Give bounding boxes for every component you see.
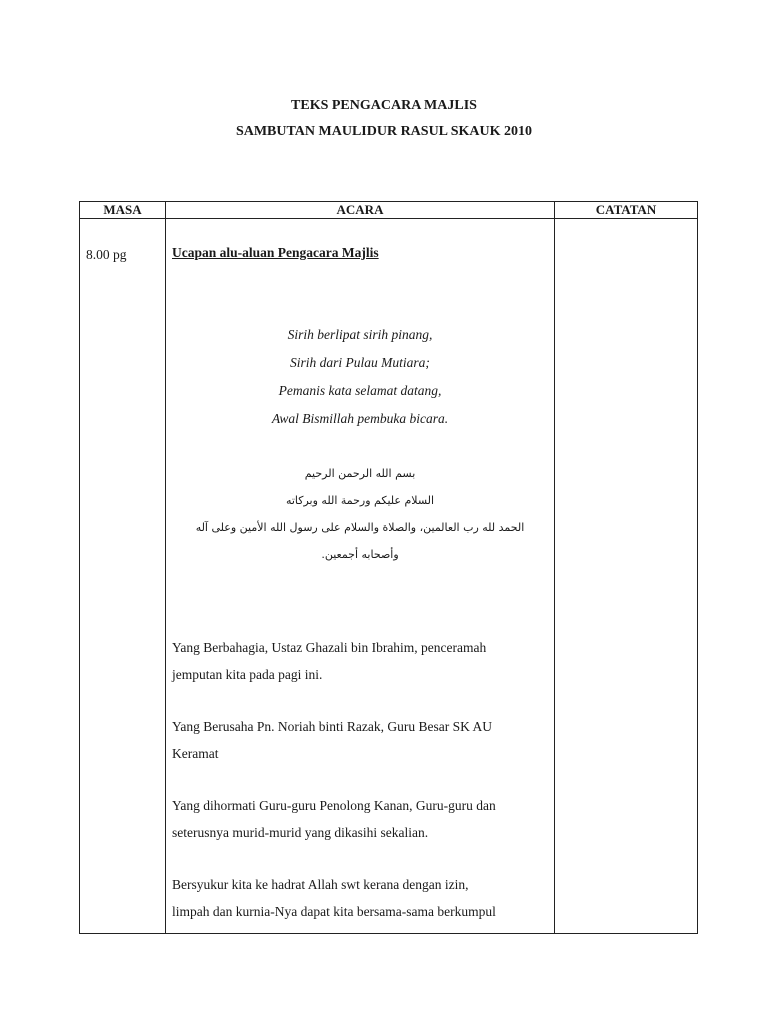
- paragraph-line: seterusnya murid-murid yang dikasihi sekalian.: [172, 825, 429, 840]
- pantun-line: Pemanis kata selamat datang,: [278, 383, 442, 398]
- paragraph: [172, 634, 548, 688]
- pantun-line: Sirih dari Pulau Mutiara;: [290, 355, 430, 370]
- paragraph-line: Yang dihormati Guru-guru Penolong Kanan, Guru-guru dan: [172, 798, 496, 813]
- pantun-line: Awal Bismillah pembuka bicara.: [271, 411, 449, 426]
- title-line-2: SAMBUTAN MAULIDUR RASUL SKAUK 2010: [235, 124, 533, 139]
- arabic-line: السلام عليكم ورحمة الله وبركاته: [285, 494, 435, 507]
- acara-cell: [166, 219, 555, 934]
- paragraph-line: Yang Berbahagia, Ustaz Ghazali bin Ibrahim, penceramah: [172, 640, 487, 655]
- pantun-line: Sirih berlipat sirih pinang,: [287, 327, 433, 342]
- paragraph: [172, 792, 548, 846]
- table-row: [80, 219, 698, 934]
- header-acara: ACARA: [166, 202, 555, 219]
- title-line-1: TEKS PENGACARA MAJLIS: [291, 98, 477, 113]
- arabic-line: وأصحابه أجمعين.: [321, 548, 399, 561]
- pantun-verse: [172, 321, 548, 433]
- table-header-row: [80, 202, 698, 219]
- document-title: [0, 93, 768, 145]
- paragraph: [172, 713, 548, 767]
- schedule-table: [79, 201, 698, 934]
- paragraph-line: Keramat: [172, 746, 219, 761]
- paragraph: [172, 871, 548, 925]
- paragraph-line: limpah dan kurnia-Nya dapat kita bersama-sama berkumpul: [172, 904, 496, 919]
- arabic-line: الحمد لله رب العالمين، والصلاة والسلام على رسول الله الأمين وعلى آله: [195, 521, 525, 534]
- header-masa: MASA: [80, 202, 166, 219]
- catatan-cell: [555, 219, 698, 934]
- masa-cell: 8.00 pg: [80, 219, 166, 934]
- header-catatan: CATATAN: [555, 202, 698, 219]
- arabic-greeting: [172, 460, 548, 568]
- paragraph-line: jemputan kita pada pagi ini.: [172, 667, 323, 682]
- paragraph-line: Bersyukur kita ke hadrat Allah swt kerana dengan izin,: [172, 877, 469, 892]
- paragraph-line: Yang Berusaha Pn. Noriah binti Razak, Guru Besar SK AU: [172, 719, 492, 734]
- acara-heading: Ucapan alu-aluan Pengacara Majlis: [172, 245, 379, 260]
- arabic-line: بسم الله الرحمن الرحيم: [304, 467, 416, 480]
